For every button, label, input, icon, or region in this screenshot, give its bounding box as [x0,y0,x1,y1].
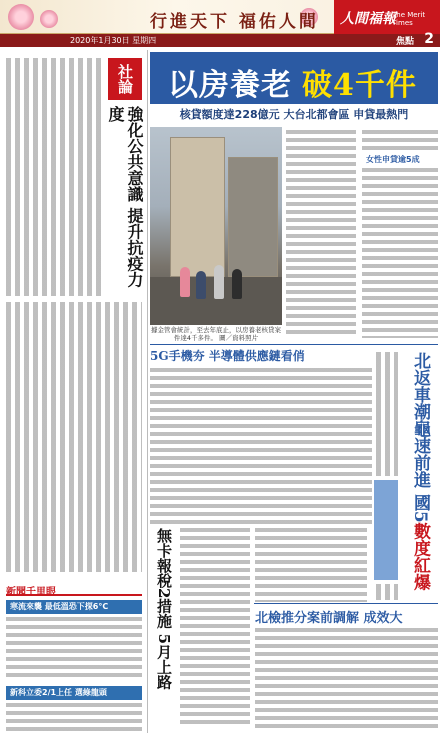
masthead-banner [0,0,440,34]
brand-name-cn: 人間福報 [340,11,396,27]
lead-headline-main: 以房養老 [168,68,292,103]
third-story-headline[interactable]: 無卡報稅2措施 5月上路 [155,528,173,690]
newspaper-logo[interactable] [334,0,440,34]
section-divider [150,344,438,345]
lead-body-text [362,168,438,338]
second-story-headline[interactable]: 5G手機夯 半導體供應鏈看俏 [150,349,305,363]
lead-body-text [286,130,356,338]
third-story-body [255,528,367,602]
page-number: 2 [424,31,434,47]
third-story-body [180,528,250,724]
bottom-story-headline[interactable]: 北檢推分案前調解 成效大 [255,611,403,626]
news-brief-body [6,703,142,731]
pedestrian-figure [180,267,190,297]
second-story-body [150,368,372,524]
building-image [170,137,225,277]
editorial-title[interactable]: 強化公共意識 提升抗疫力度 [106,106,144,288]
plum-blossom-icon [8,4,34,30]
plum-blossom-icon [40,10,58,28]
news-brief-body [6,617,142,681]
bottom-story-body [255,628,438,728]
lead-body-text [362,130,438,150]
building-image [228,157,278,277]
pedestrian-figure [214,265,224,299]
editorial-body-text [6,58,102,296]
pedestrian-figure [196,271,206,299]
right-story-body [376,584,398,600]
editorial-column [2,50,146,733]
editorial-body-text [6,302,142,572]
editorial-tag: 社論 [108,58,142,100]
news-brief-headline[interactable]: 新科立委2/1上任 選綠龍頭 [6,686,142,700]
pedestrian-figure [232,269,242,299]
right-story-body [376,352,398,476]
new-year-slogan: 行進天下 福佑人間 [150,12,319,32]
lead-subheadline: 核貸額度達228億元 大台北都會區 申貸最熱門 [179,108,409,121]
lead-subtitle: 女性申貸逾5成 [366,155,420,164]
news-briefs-header: 新聞千里眼 [6,580,142,596]
photo-caption: 據金管會統計，至去年底止，以房養老核貸案件達4千多件。 圖／資料照片 [151,326,281,342]
dateline-bar [0,31,440,47]
lead-photo[interactable] [150,127,282,325]
brand-name-en: The Merit Times [392,11,426,27]
issue-date: 2020年1月30日 星期四 [70,36,157,45]
section-name: 焦點 [395,37,414,47]
highlight-band [374,480,398,580]
news-brief-headline[interactable]: 寒流來襲 最低溫恐下探6°C [6,600,142,614]
lead-headline[interactable] [150,52,438,104]
lead-headline-highlight: 破4千件 [302,68,417,103]
right-story-headline[interactable]: 北返車潮龜速前進 國5數度紅爆 [410,352,430,591]
section-divider [254,603,438,604]
column-divider [147,50,148,733]
